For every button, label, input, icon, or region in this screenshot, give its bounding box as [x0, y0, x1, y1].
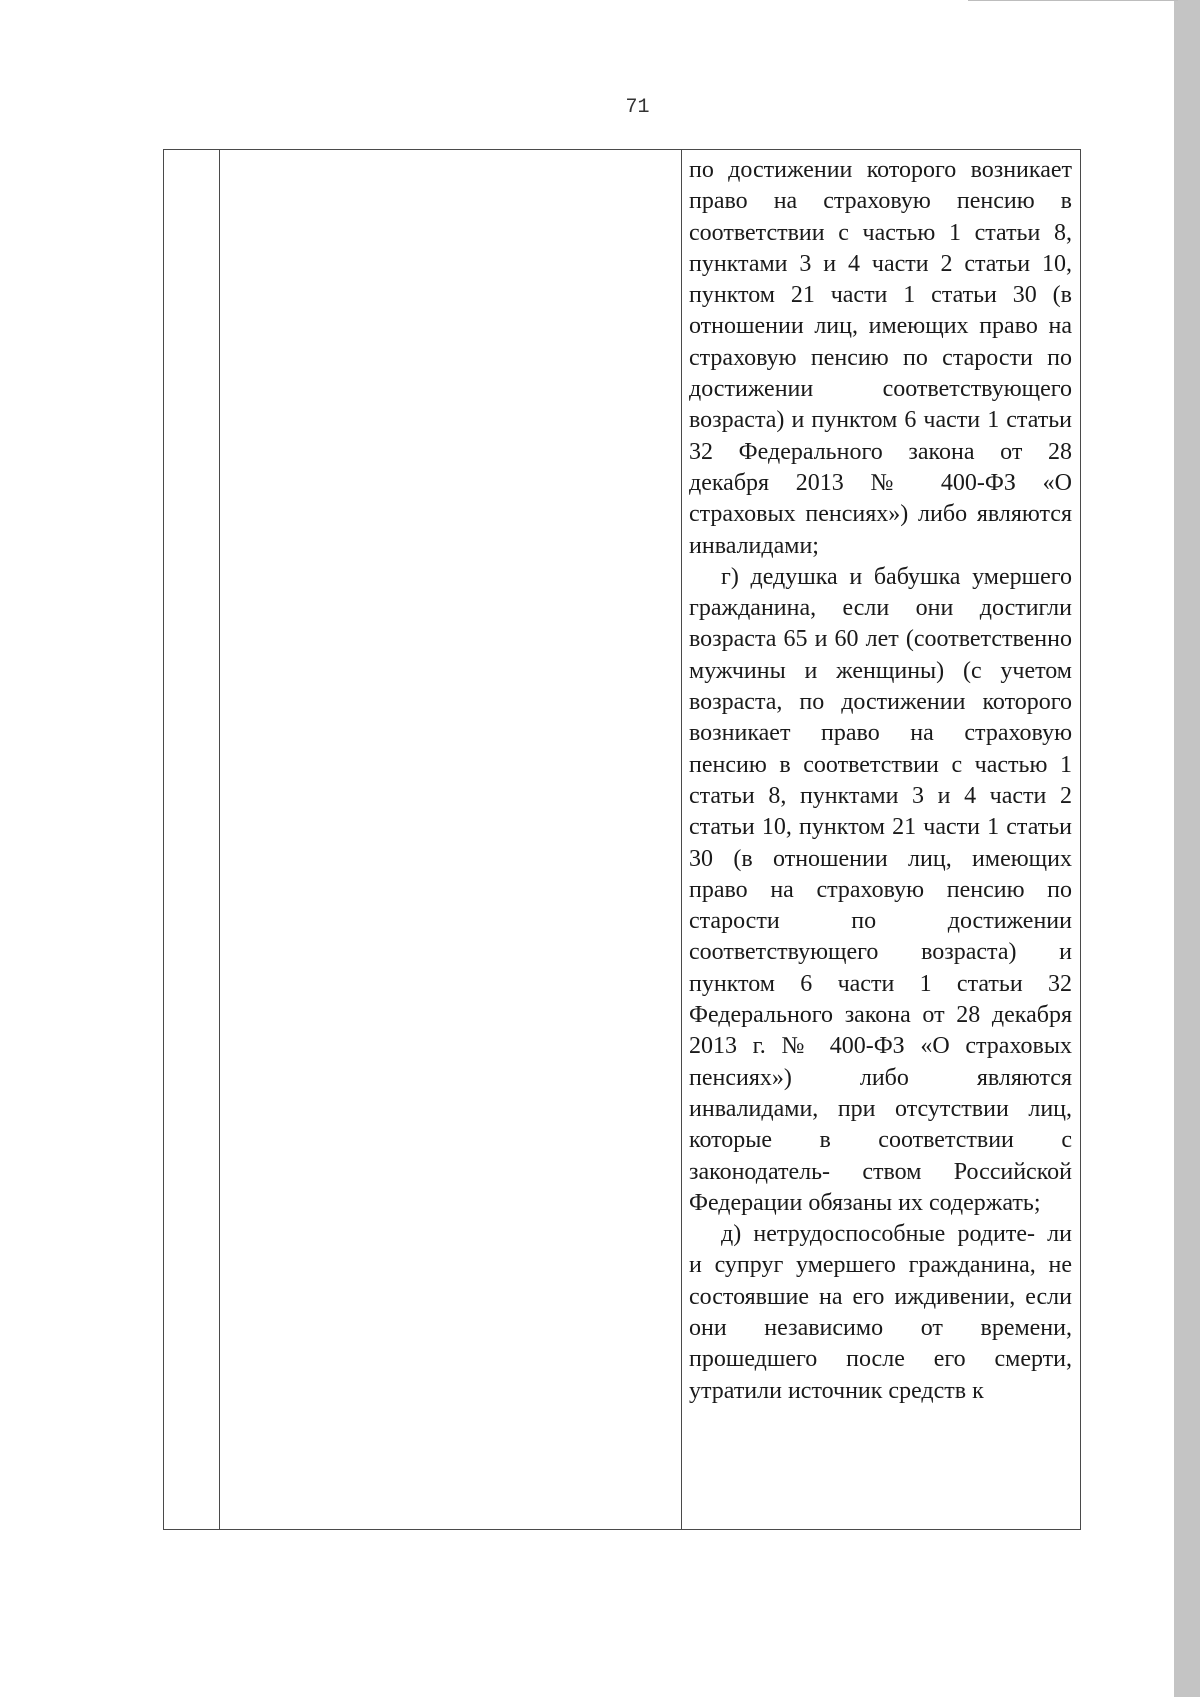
text-paragraph-continuation: по достижении которого возникает право на страховую пенсию в соответствии с частью 1 статьи 8, пунктами 3 и 4 части 2 статьи 10, пунктом 21 части 1 статьи 30 (в отношении лиц, имеющих право на страховую пенсию по старости по достижении соответствующего возраста) и пунктом 6 части 1 статьи 32 Федерального закона от 28 декабря 2013 № 400-ФЗ «О страховых пенсиях») либо являются инвалидами;: [689, 157, 1072, 559]
document-table: [163, 149, 1081, 1530]
text-paragraph-item-g: г) дедушка и бабушка умершего гражданина, если они достигли возраста 65 и 60 лет (соответственно мужчины и женщины) (с учетом возраста, по достижении которого возникает право на страховую пенсию в соответствии с частью 1 статьи 8, пунктами 3 и 4 части 2 статьи 10, пунктом 21 части 1 статьи 30 (в отношении лиц, имеющих право на страховую пенсию по старости по достижении соответствующего возраста) и пунктом 6 части 1 статьи 32 Федерального закона от 28 декабря 2013 г. № 400-ФЗ «О страховых пенсиях») либо являются инвалидами, при отсутствии лиц, которые в соответствии с законодатель- ством Российской Федерации обязаны их содержать;: [689, 563, 1072, 1216]
column-divider-1: [219, 150, 220, 1529]
scan-top-line: [968, 0, 1178, 1]
table-text-column: [689, 155, 1072, 1407]
page-number: 71: [625, 96, 650, 119]
scan-edge-shadow: [1174, 0, 1200, 1697]
text-paragraph-item-d: д) нетрудоспособные родите- ли и супруг умершего гражданина, не состоявшие на его иждивении, если они независимо от времени, прошедшего после его смерти, утратили источник средств к: [689, 1221, 1072, 1404]
column-divider-2: [681, 150, 682, 1529]
